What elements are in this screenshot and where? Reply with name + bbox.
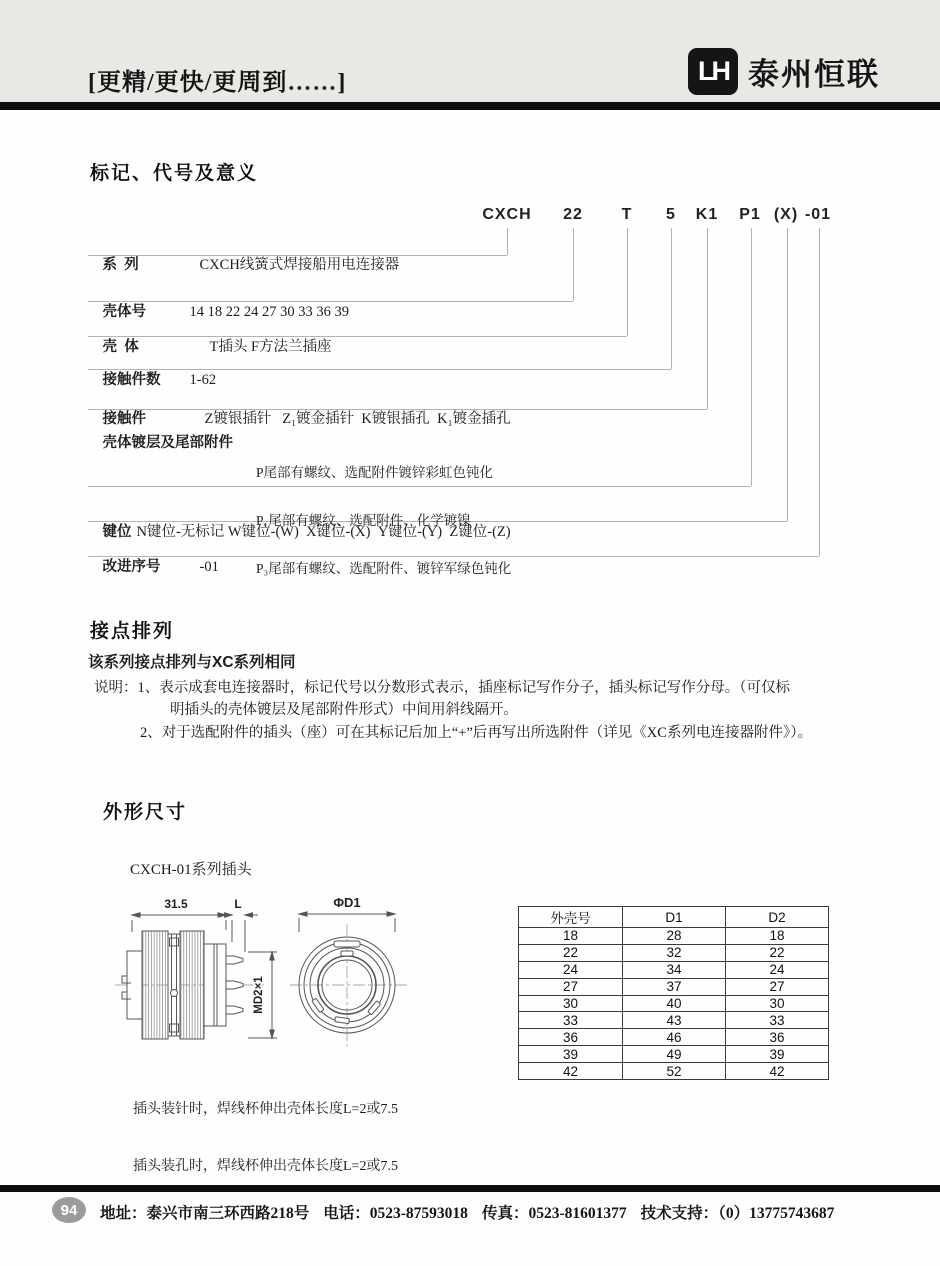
- table-row: [519, 995, 829, 1012]
- table-row: [519, 928, 829, 945]
- ladder-vline: [573, 228, 574, 301]
- col-header-shell: 外壳号: [519, 907, 623, 928]
- cell-d2: 18: [726, 928, 829, 945]
- col-header-d2: D2: [726, 907, 829, 928]
- ladder-vline: [819, 228, 820, 556]
- section-title-marking: 标记、代号及意义: [90, 163, 259, 184]
- cell-d1: 52: [623, 1063, 726, 1080]
- dim-label-overall-length: 31.5: [164, 897, 188, 911]
- ladder-vline: [627, 228, 628, 336]
- row-content: 14 18 22 24 27 30 33 36 39: [189, 304, 349, 320]
- row-label: 壳体镀层及尾部附件: [102, 435, 233, 451]
- drawing-note-line: 插头装针时，焊线杯伸出壳体长度L=2或7.5: [133, 1102, 398, 1117]
- row-label: 接触件: [102, 411, 146, 427]
- plating-option: P₁尾部有螺纹、选配附件、化学镀镍: [256, 513, 471, 528]
- table-row: [519, 961, 829, 978]
- cell-shell: 22: [519, 944, 623, 961]
- contacts-note-line: 说明：1、表示成套电连接器时，标记代号以分数形式表示，插座标记写作分子，插头标记写作分母。（可仅标: [94, 680, 790, 696]
- cell-d2: 36: [726, 1029, 829, 1046]
- contacts-bold-note: 该系列接点排列与XC系列相同: [88, 654, 296, 671]
- dim-label-thread: MD2×1: [253, 976, 265, 1014]
- row-label: 接触件数: [102, 372, 161, 388]
- cell-d2: 33: [726, 1012, 829, 1029]
- marking-row-revision: [88, 538, 219, 593]
- row-label: 壳体号: [102, 304, 146, 320]
- footer-address: 地址：泰兴市南三环西路218号: [100, 1205, 310, 1222]
- section-title-contacts: 接点排列: [90, 621, 175, 642]
- cell-d1: 43: [623, 1012, 726, 1029]
- cell-d2: 30: [726, 995, 829, 1012]
- code-token-contacts: 5: [666, 206, 676, 223]
- ladder-vline: [751, 228, 752, 486]
- section-title-dimensions: 外形尺寸: [103, 802, 188, 823]
- col-header-d1: D1: [623, 907, 726, 928]
- row-label: 系 列: [102, 257, 139, 273]
- brand-name: 泰州恒联: [748, 57, 880, 92]
- drawing-subtitle: CXCH-01系列插头: [130, 862, 252, 878]
- footer-support: 技术支持：（0）13775743687: [640, 1205, 835, 1222]
- marking-row-plating: [88, 414, 233, 469]
- plating-option: P尾部有螺纹、选配附件镀锌彩虹色钝化: [256, 465, 494, 480]
- ladder-vline: [507, 228, 508, 255]
- cell-d1: 32: [623, 944, 726, 961]
- table-row: [519, 1029, 829, 1046]
- footer-divider: [0, 1185, 940, 1192]
- dim-label-d1: ΦD1: [333, 895, 361, 910]
- cell-d1: 46: [623, 1029, 726, 1046]
- connector-outline-drawing: [110, 890, 430, 1075]
- cell-d2: 24: [726, 961, 829, 978]
- dim-label-l: L: [234, 897, 242, 911]
- ladder-vline: [787, 228, 788, 521]
- code-token-key: (X): [773, 206, 799, 223]
- ladder-vline: [707, 228, 708, 409]
- table-header-row: [519, 907, 829, 928]
- cell-d2: 27: [726, 978, 829, 995]
- row-content: -01: [199, 559, 219, 575]
- cell-d1: 28: [623, 928, 726, 945]
- cell-d1: 34: [623, 961, 726, 978]
- cell-shell: 24: [519, 961, 623, 978]
- header-slogan: [更精/更快/更周到……]: [88, 70, 347, 96]
- footer-phone: 电话：0523-87593018: [323, 1205, 468, 1222]
- row-content: T插头 F方法兰插座: [209, 339, 332, 355]
- cell-shell: 33: [519, 1012, 623, 1029]
- row-content: 1-62: [189, 372, 217, 388]
- table-row: [519, 1012, 829, 1029]
- cell-d2: 22: [726, 944, 829, 961]
- contacts-note-line: 2、对于选配附件的插头（座）可在其标记后加上“+”后再写出所选附件（详见《XC系列电连接器附件》）。: [140, 725, 812, 741]
- code-token-revision: -01: [804, 206, 832, 223]
- code-token-shell-no: 22: [563, 206, 583, 223]
- ladder-vline: [671, 228, 672, 369]
- cell-d2: 39: [726, 1046, 829, 1063]
- code-token-contact-type: K1: [695, 206, 719, 223]
- cell-d1: 49: [623, 1046, 726, 1063]
- company-logo: [688, 48, 880, 95]
- header-divider: [0, 102, 940, 110]
- cell-shell: 27: [519, 978, 623, 995]
- page-number-badge: 94: [52, 1197, 86, 1223]
- row-label: 键位: [102, 524, 132, 540]
- cell-d1: 37: [623, 978, 726, 995]
- row-label: 壳 体: [102, 339, 139, 355]
- table-row: [519, 978, 829, 995]
- code-token-plating: P1: [739, 206, 761, 223]
- shell-dimension-table: [518, 906, 829, 1080]
- table-row: [519, 1046, 829, 1063]
- code-token-shell-type: T: [621, 206, 633, 223]
- cell-d1: 40: [623, 995, 726, 1012]
- row-content: N键位-无标记 W键位-(W) X键位-(X) Y键位-(Y) Z键位-(Z): [136, 524, 511, 540]
- cell-shell: 39: [519, 1046, 623, 1063]
- footer-fax: 传真：0523-81601377: [481, 1205, 627, 1222]
- plating-option: P₃尾部有螺纹、选配附件、镀锌军绿色钝化: [256, 561, 512, 576]
- lh-logo-icon: LH: [688, 48, 738, 95]
- row-label: 改进序号: [102, 559, 161, 575]
- footer-contact-line: [100, 1201, 848, 1223]
- row-content: Z镀银插针 Z₁镀金插针 K镀银插孔 K₁镀金插孔: [204, 411, 511, 427]
- cell-shell: 18: [519, 928, 623, 945]
- cell-shell: 42: [519, 1063, 623, 1080]
- code-token-series: CXCH: [482, 206, 532, 223]
- table-row: [519, 1063, 829, 1080]
- table-row: [519, 944, 829, 961]
- contacts-note-line: 明插头的壳体镀层及尾部附件形式）中间用斜线隔开。: [170, 702, 518, 718]
- cell-shell: 36: [519, 1029, 623, 1046]
- row-content: CXCH线簧式焊接船用电连接器: [199, 257, 400, 273]
- drawing-note-line: 插头装孔时，焊线杯伸出壳体长度L=2或7.5: [133, 1159, 398, 1174]
- cell-shell: 30: [519, 995, 623, 1012]
- cell-d2: 42: [726, 1063, 829, 1080]
